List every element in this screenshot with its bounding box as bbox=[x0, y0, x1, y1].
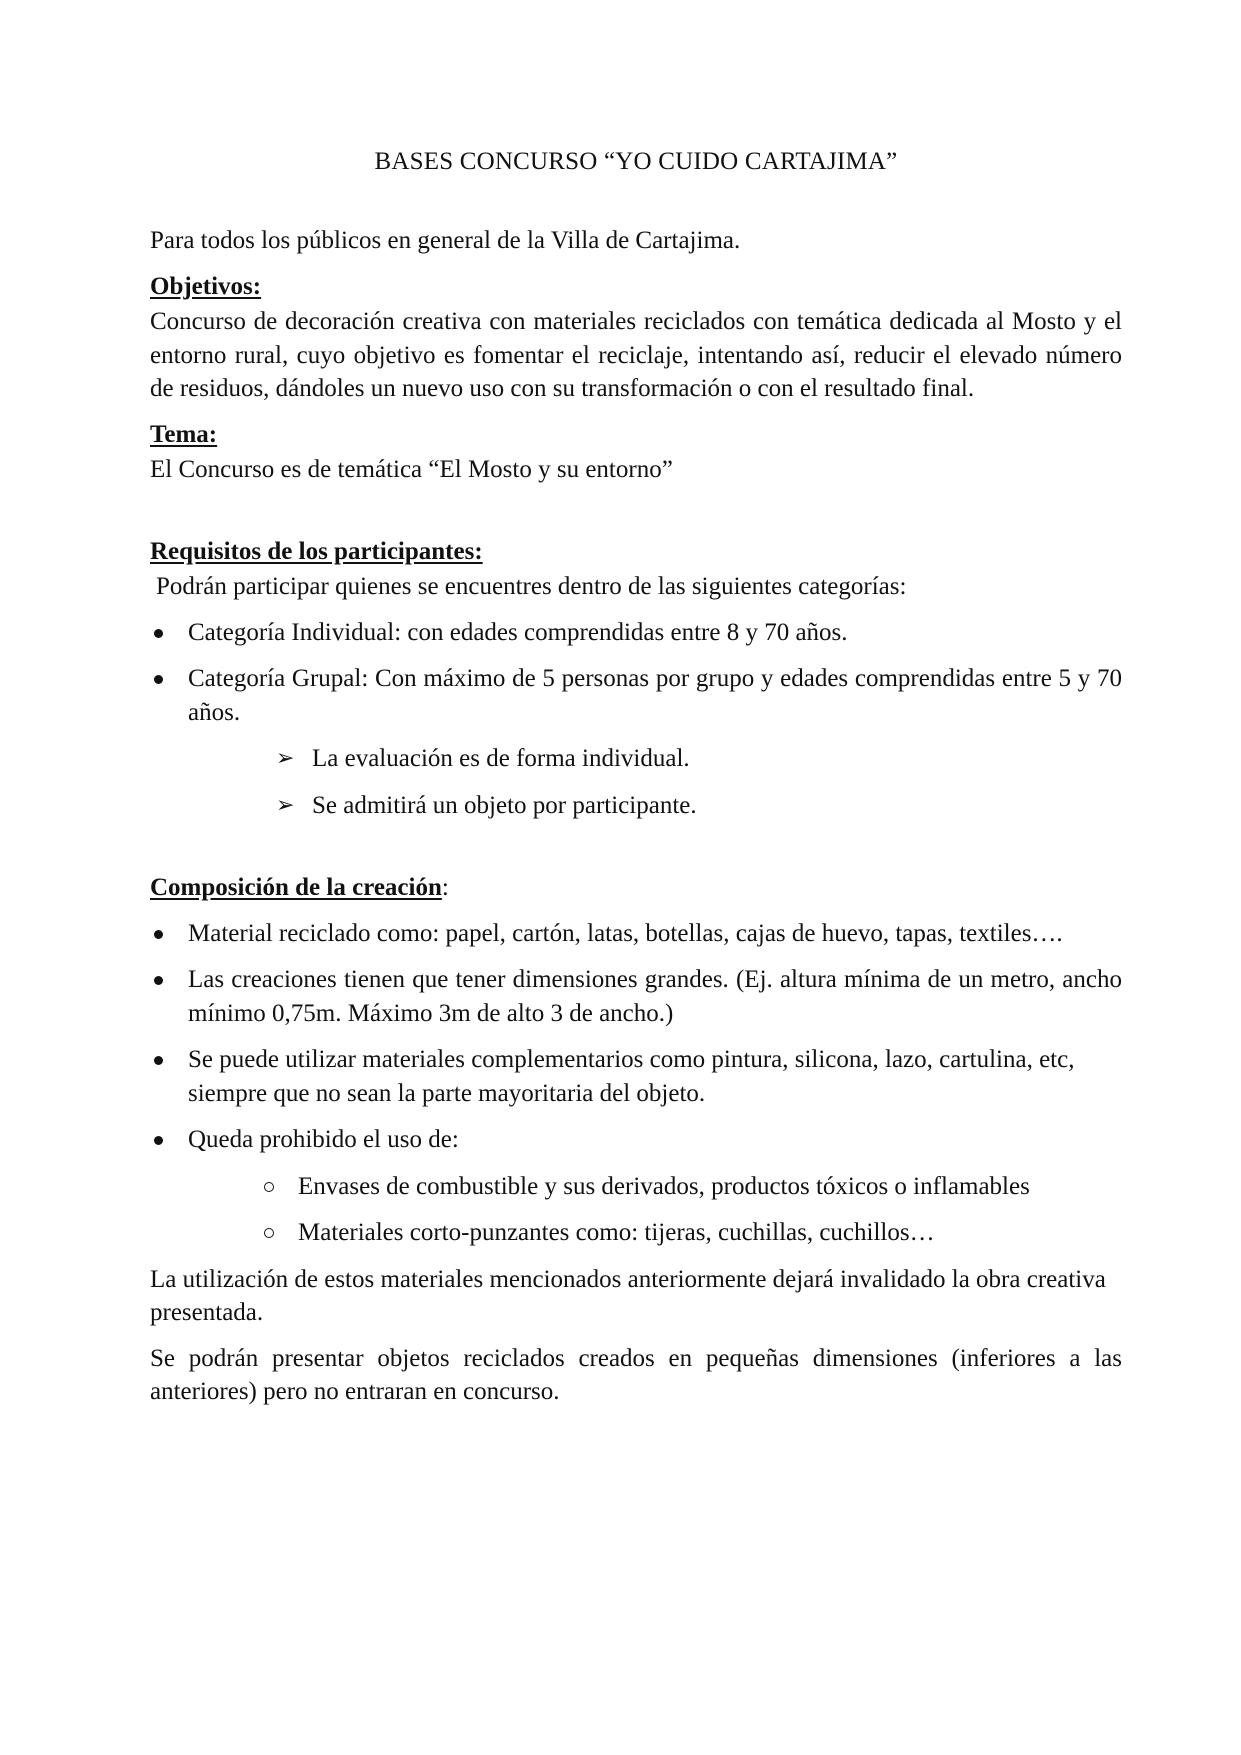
section-spacer bbox=[150, 835, 1122, 871]
note-small-objects: Se podrán presentar objetos reciclados creados en pequeñas dimensiones (inferiores a las anteriores) pero no entraran en concurso. bbox=[150, 1344, 1122, 1405]
list-item-text: Materiales corto-punzantes como: tijeras, cuchillas, cuchillos… bbox=[298, 1219, 935, 1246]
list-item-text: Se admitirá un objeto por participante. bbox=[312, 791, 697, 819]
objetivos-heading: Objetivos: bbox=[150, 272, 262, 300]
list-item-text: La evaluación es de forma individual. bbox=[312, 745, 690, 772]
bullet-dot-icon bbox=[154, 1056, 163, 1065]
list-item bbox=[150, 963, 1122, 1030]
bullet-dot-icon bbox=[154, 675, 163, 684]
list-item bbox=[150, 742, 1122, 776]
bullet-dot-icon bbox=[154, 930, 163, 939]
requisitos-sublist bbox=[150, 742, 1122, 822]
list-item-text: Queda prohibido el uso de: bbox=[188, 1126, 459, 1153]
arrow-bullet-icon: ➢ bbox=[276, 746, 295, 771]
list-item bbox=[150, 1043, 1122, 1110]
list-item-text: Material reciclado como: papel, cartón, latas, botellas, cajas de huevo, tapas, textiles…. bbox=[188, 919, 1063, 947]
page-title: BASES CONCURSO “YO CUIDO CARTAJIMA” bbox=[374, 148, 898, 175]
list-item bbox=[150, 789, 1122, 823]
list-item bbox=[150, 917, 1122, 951]
list-item-text: Se puede utilizar materiales complementarios como pintura, silicona, lazo, cartulina, etc, siempre que no sean la parte mayoritaria del objeto. bbox=[188, 1046, 1075, 1107]
audience-text: Para todos los públicos en general de la Villa de Cartajima. bbox=[150, 227, 741, 254]
hollow-circle-bullet-icon bbox=[264, 1228, 274, 1238]
bullet-dot-icon bbox=[154, 1136, 163, 1145]
bullet-dot-icon bbox=[154, 976, 163, 985]
bullet-dot-icon bbox=[154, 629, 163, 638]
tema-heading: Tema: bbox=[150, 420, 218, 448]
document-page bbox=[150, 0, 1122, 1755]
composicion-list bbox=[150, 917, 1122, 1157]
note-invalidation: La utilización de estos materiales mencionados anteriormente dejará invalidado la obra creativa presentada. bbox=[150, 1265, 1106, 1326]
list-item bbox=[150, 616, 1122, 650]
arrow-bullet-icon: ➢ bbox=[276, 792, 295, 818]
list-item bbox=[150, 1170, 1122, 1204]
list-item-text: Las creaciones tienen que tener dimensiones grandes. (Ej. altura mínima de un metro, ancho mínimo 0,75m. Máximo 3m de alto 3 de ancho.) bbox=[188, 966, 1122, 1027]
composicion-heading-colon: : bbox=[441, 874, 449, 901]
requisitos-intro: Podrán participar quienes se encuentres dentro de las siguientes categorías: bbox=[156, 573, 907, 600]
composicion-heading: Composición de la creación bbox=[150, 874, 442, 901]
list-item-text: Categoría Grupal: Con máximo de 5 personas por grupo y edades comprendidas entre 5 y 70 años. bbox=[188, 665, 1122, 726]
list-item bbox=[150, 1123, 1122, 1157]
objetivos-body: Concurso de decoración creativa con materiales reciclados con temática dedicada al Mosto y el entorno rural, cuyo objetivo es fomentar el reciclaje, intentando así, reducir el elevado número de residuos, dándoles un nuevo uso con su transformación o con el resultado final. bbox=[150, 308, 1122, 402]
list-item-text: Envases de combustible y sus derivados, productos tóxicos o inflamables bbox=[298, 1172, 1030, 1200]
requisitos-heading: Requisitos de los participantes: bbox=[150, 537, 483, 565]
list-item bbox=[150, 662, 1122, 729]
document-body bbox=[150, 224, 1122, 1421]
list-item bbox=[150, 1216, 1122, 1250]
composicion-heading-line bbox=[150, 871, 1122, 905]
requisitos-list bbox=[150, 616, 1122, 730]
tema-body: El Concurso es de temática “El Mosto y su entorno” bbox=[150, 456, 673, 483]
prohibited-list bbox=[150, 1170, 1122, 1250]
hollow-circle-bullet-icon bbox=[264, 1182, 274, 1192]
list-item-text: Categoría Individual: con edades comprendidas entre 8 y 70 años. bbox=[188, 618, 848, 646]
section-spacer bbox=[150, 499, 1122, 535]
